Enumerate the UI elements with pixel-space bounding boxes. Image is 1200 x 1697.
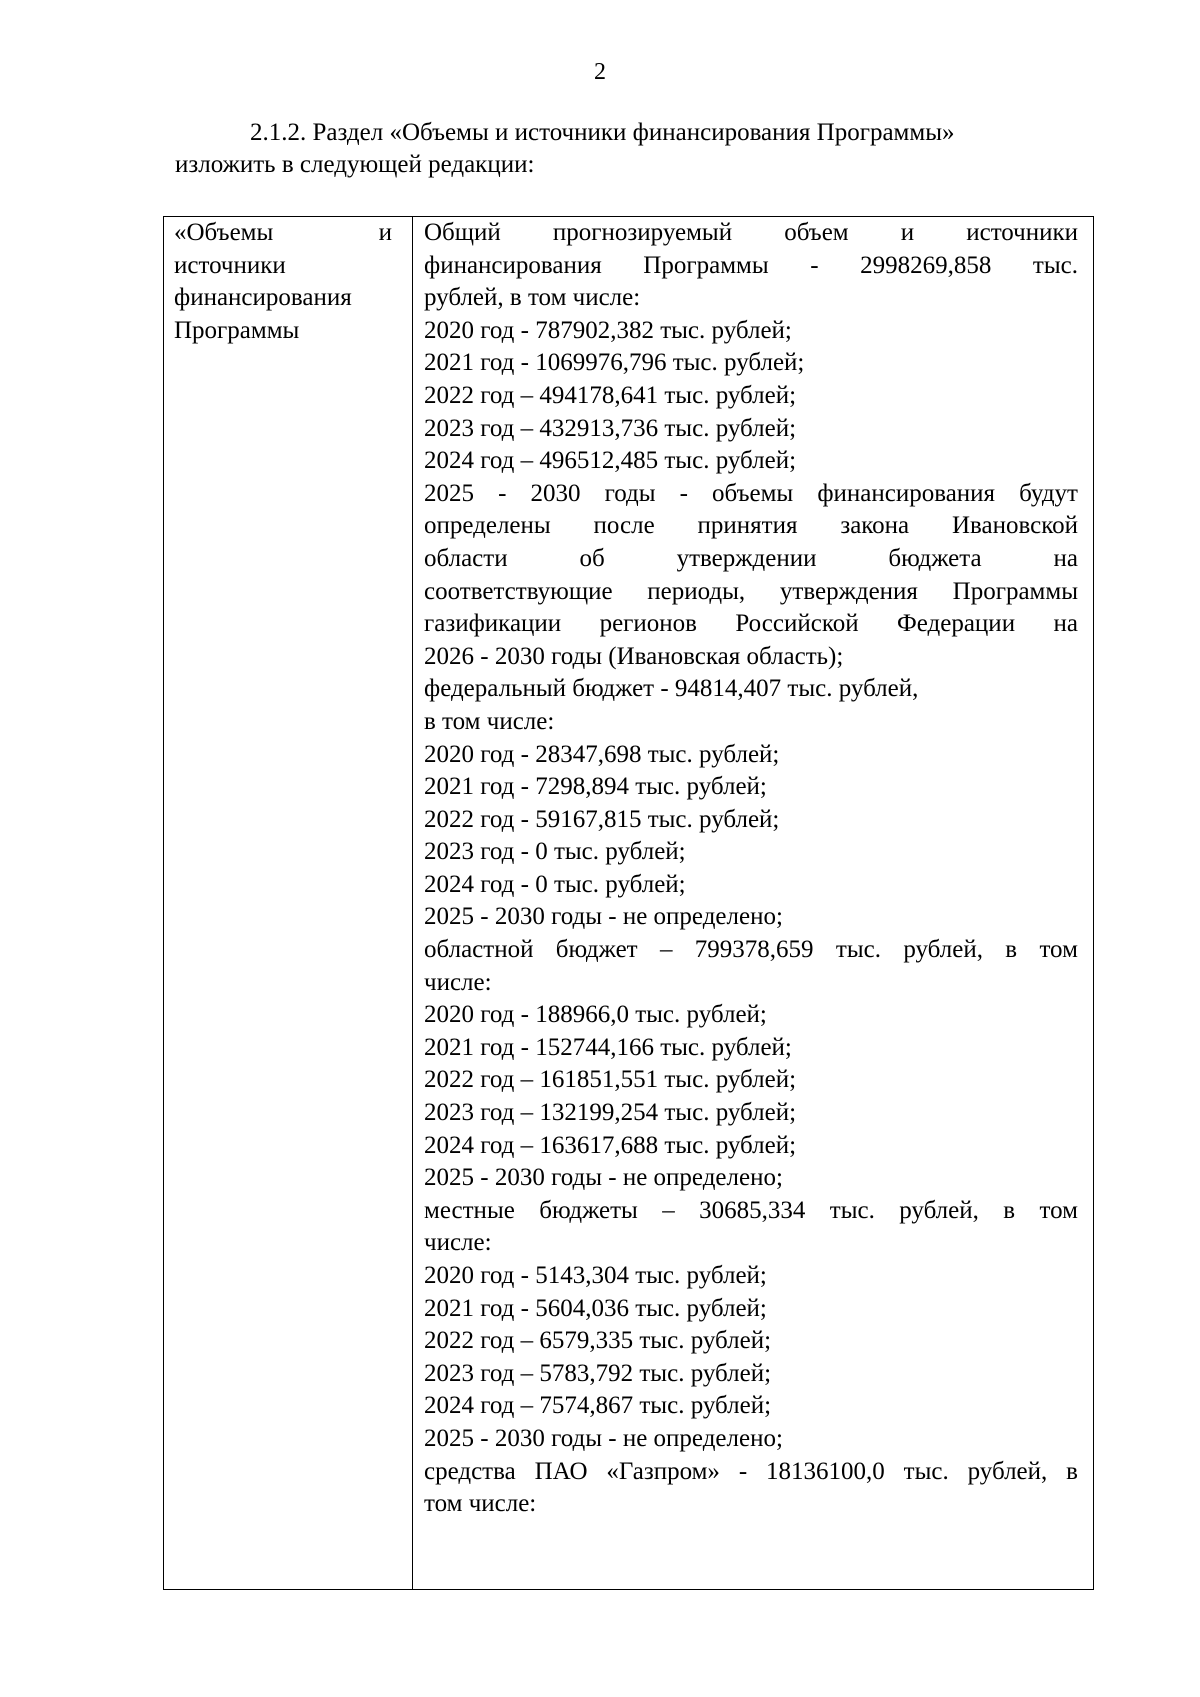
- financing-word: годы: [604, 479, 656, 507]
- financing-word: 2025: [424, 479, 474, 507]
- intro-line-2: изложить в следующей редакции:: [175, 151, 535, 178]
- financing-line: [424, 608, 1078, 641]
- intro-line-1-text: 2.1.2. Раздел «Объемы и источники финансирования Программы»: [250, 119, 955, 146]
- financing-word: Общий: [424, 219, 501, 246]
- financing-word: тыс.: [1032, 251, 1078, 279]
- financing-line: 2020 год - 28347,698 тыс. рублей;: [424, 740, 780, 768]
- financing-word: рублей,: [903, 936, 983, 964]
- financing-word: «Газпром»: [606, 1457, 720, 1485]
- financing-line: 2020 год - 5143,304 тыс. рублей;: [424, 1262, 767, 1289]
- financing-word: в: [1066, 1457, 1078, 1485]
- financing-word: -: [498, 479, 507, 507]
- financing-line: [424, 1456, 1078, 1489]
- intro-paragraph: [175, 117, 1087, 181]
- financing-line: 2020 год - 188966,0 тыс. рублей;: [424, 1001, 767, 1029]
- financing-word: Программы: [643, 251, 769, 279]
- financing-details-cell: [424, 217, 1078, 1521]
- financing-line: 2025 - 2030 годы - не определено;: [424, 1164, 783, 1192]
- financing-line: 2021 год - 5604,036 тыс. рублей;: [424, 1294, 767, 1322]
- financing-line: [424, 478, 1078, 511]
- financing-word: Ивановской: [951, 512, 1078, 540]
- financing-word: на: [1053, 610, 1078, 638]
- financing-word: Российской: [735, 610, 859, 638]
- financing-word: финансирования: [817, 479, 996, 507]
- column-divider: [412, 217, 413, 1589]
- financing-line: 2025 - 2030 годы - не определено;: [424, 903, 783, 931]
- financing-word: объемы: [711, 479, 794, 507]
- financing-word: –: [659, 936, 673, 964]
- financing-word: области: [424, 544, 508, 572]
- financing-word: 18136100,0: [766, 1457, 885, 1485]
- heading-line-3: финансирования: [174, 284, 352, 312]
- financing-word: принятия: [697, 512, 798, 540]
- financing-line: 2022 год – 494178,641 тыс. рублей;: [424, 381, 797, 409]
- financing-word: соответствующие: [424, 577, 613, 605]
- financing-word: местные: [424, 1196, 515, 1224]
- financing-word: областной: [424, 936, 534, 964]
- financing-line: 2024 год – 496512,485 тыс. рублей;: [424, 447, 797, 475]
- financing-line: [424, 543, 1078, 576]
- financing-word: бюджета: [888, 544, 982, 572]
- financing-table: [163, 216, 1094, 1590]
- financing-line: в том числе:: [424, 707, 555, 735]
- financing-line: [424, 576, 1078, 609]
- financing-line: 2023 год – 432913,736 тыс. рублей;: [424, 414, 797, 442]
- financing-word: том: [1039, 936, 1078, 964]
- financing-word: определены: [424, 512, 551, 540]
- financing-line: 2022 год – 6579,335 тыс. рублей;: [424, 1327, 772, 1355]
- financing-line: 2022 год – 161851,551 тыс. рублей;: [424, 1066, 797, 1094]
- financing-word: тыс.: [835, 936, 881, 964]
- financing-line: 2025 - 2030 годы - не определено;: [424, 1424, 783, 1452]
- financing-word: об: [579, 544, 605, 572]
- heading-word-volumes: «Объемы: [174, 219, 274, 246]
- financing-word: средства: [424, 1457, 516, 1485]
- financing-word: рублей,: [967, 1457, 1048, 1485]
- financing-word: -: [738, 1457, 748, 1485]
- financing-word: будут: [1019, 479, 1078, 507]
- financing-word: закона: [840, 512, 910, 540]
- financing-word: тыс.: [903, 1457, 949, 1485]
- financing-word: регионов: [599, 610, 697, 638]
- financing-word: рублей,: [899, 1196, 979, 1224]
- financing-line: рублей, в том числе:: [424, 284, 641, 312]
- financing-word: утверждения: [779, 577, 918, 605]
- financing-word: –: [662, 1196, 675, 1224]
- financing-word: на: [1053, 544, 1078, 572]
- financing-word: 30685,334: [699, 1196, 806, 1224]
- financing-word: 2030: [530, 479, 581, 507]
- financing-line: 2024 год – 7574,867 тыс. рублей;: [424, 1392, 772, 1420]
- financing-line: [424, 934, 1078, 967]
- heading-word-and: и: [378, 219, 392, 246]
- financing-line: [424, 250, 1078, 283]
- financing-line: 2021 год - 7298,894 тыс. рублей;: [424, 773, 767, 801]
- financing-word: объем: [784, 219, 849, 246]
- financing-line: 2026 - 2030 годы (Ивановская область);: [424, 642, 844, 670]
- financing-line: федеральный бюджет - 94814,407 тыс. рублей,: [424, 675, 919, 703]
- financing-line: 2024 год – 163617,688 тыс. рублей;: [424, 1131, 797, 1159]
- financing-line: [424, 510, 1078, 543]
- financing-line: 2023 год - 0 тыс. рублей;: [424, 838, 686, 866]
- financing-line: 2022 год - 59167,815 тыс. рублей;: [424, 805, 780, 833]
- financing-word: в: [1005, 936, 1018, 964]
- financing-line: 2024 год - 0 тыс. рублей;: [424, 870, 686, 898]
- financing-word: после: [593, 512, 655, 540]
- financing-word: Программы: [952, 577, 1078, 605]
- financing-word: том: [1039, 1196, 1078, 1224]
- financing-line: 2023 год – 132199,254 тыс. рублей;: [424, 1099, 797, 1127]
- financing-word: бюджеты: [539, 1196, 638, 1224]
- financing-word: 799378,659: [694, 936, 814, 964]
- financing-word: Федерации: [897, 610, 1016, 638]
- financing-word: -: [810, 251, 819, 279]
- financing-word: в: [1003, 1196, 1016, 1224]
- financing-line: 2021 год - 152744,166 тыс. рублей;: [424, 1033, 792, 1061]
- financing-word: и: [900, 219, 915, 246]
- heading-line-4: Программы: [174, 316, 300, 344]
- section-heading-cell: [174, 217, 392, 347]
- heading-line-1: [174, 217, 392, 250]
- financing-line: том числе:: [424, 1490, 537, 1518]
- financing-line: числе:: [424, 1229, 492, 1257]
- financing-word: 2998269,858: [860, 251, 992, 279]
- financing-word: газификации: [424, 610, 562, 638]
- financing-word: периоды,: [647, 577, 746, 605]
- financing-word: -: [679, 479, 688, 507]
- financing-line: 2023 год – 5783,792 тыс. рублей;: [424, 1359, 772, 1387]
- financing-line: числе:: [424, 968, 492, 996]
- financing-line: 2021 год - 1069976,796 тыс. рублей;: [424, 349, 805, 377]
- financing-word: источники: [966, 219, 1078, 246]
- financing-line: 2020 год - 787902,382 тыс. рублей;: [424, 316, 792, 344]
- financing-word: ПАО: [534, 1457, 588, 1485]
- financing-line: [424, 217, 1078, 250]
- financing-word: финансирования: [424, 251, 602, 279]
- financing-word: бюджет: [555, 936, 638, 964]
- financing-line: [424, 1195, 1078, 1228]
- heading-line-2: источники: [174, 251, 286, 279]
- page-number: 2: [594, 59, 606, 85]
- financing-word: утверждении: [676, 544, 817, 572]
- intro-line-1: [175, 117, 1087, 149]
- financing-word: прогнозируемый: [552, 219, 733, 246]
- financing-word: тыс.: [829, 1196, 875, 1224]
